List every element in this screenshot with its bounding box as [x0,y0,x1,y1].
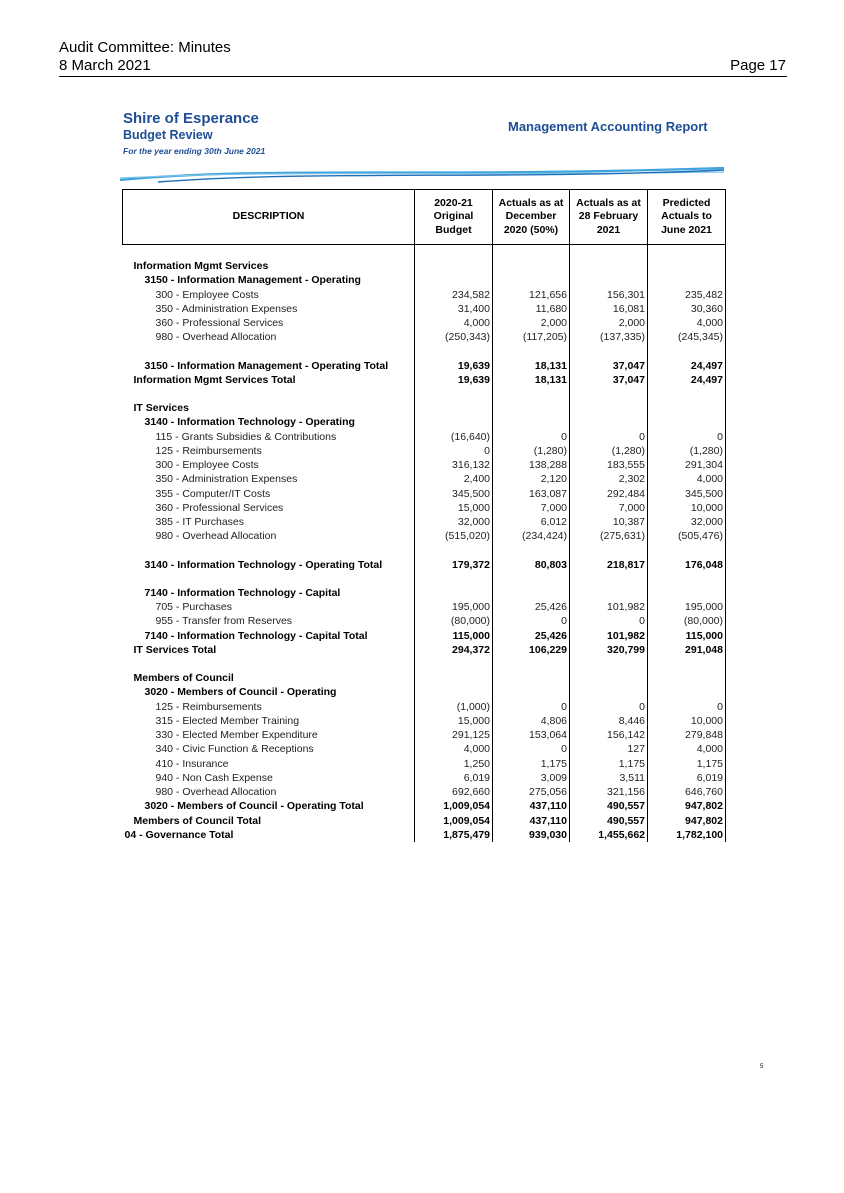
amount-cell: 25,426 [493,600,570,614]
table-row [123,600,726,614]
amount-cell: (80,000) [415,614,493,628]
amount-cell: 18,131 [493,373,570,387]
table-row [123,771,726,785]
amount-cell: 6,012 [493,515,570,529]
spacer-cell [648,544,726,558]
row-description: 705 - Purchases [123,600,415,614]
table-row [123,515,726,529]
section-heading-row [123,273,726,287]
column-header-2 [493,190,570,245]
row-description: 350 - Administration Expenses [123,302,415,316]
table-row [123,742,726,756]
amount-cell: 321,156 [570,785,648,799]
amount-cell: 0 [493,700,570,714]
amount-cell: (80,000) [648,614,726,628]
amount-cell: (137,335) [570,330,648,344]
total-row [123,799,726,813]
table-row [123,458,726,472]
amount-cell: (117,205) [493,330,570,344]
spacer-row [123,544,726,558]
amount-cell: 4,000 [648,742,726,756]
column-header-text: Actuals to [661,210,712,223]
column-header-text: June 2021 [661,223,712,236]
amount-cell: 3,511 [570,771,648,785]
amount-cell: (515,020) [415,529,493,543]
amount-cell: 345,500 [648,487,726,501]
amount-cell: 0 [648,430,726,444]
spacer-cell [415,387,493,401]
amount-cell: 0 [493,430,570,444]
amount-cell: 10,000 [648,501,726,515]
spacer-cell [415,345,493,359]
amount-cell: (1,280) [648,444,726,458]
spacer-row [123,245,726,260]
amount-cell: 0 [415,444,493,458]
amount-cell: 37,047 [570,359,648,373]
amount-cell: 0 [570,614,648,628]
row-description: 315 - Elected Member Training [123,714,415,728]
amount-cell: 0 [570,430,648,444]
amount-cell: 8,446 [570,714,648,728]
page-number: 5 [760,1064,764,1070]
section-heading-row [123,401,726,415]
amount-cell: 37,047 [570,373,648,387]
amount-cell: (250,343) [415,330,493,344]
amount-cell: 179,372 [415,558,493,572]
amount-cell [570,586,648,600]
table-row [123,288,726,302]
column-header-text: December [505,210,557,223]
column-header-1 [415,190,493,245]
column-header-text: Actuals as at [498,196,564,209]
column-header-text: 2021 [596,223,621,236]
row-description: 04 - Governance Total [123,828,415,842]
amount-cell: 291,048 [648,643,726,657]
row-description: 410 - Insurance [123,757,415,771]
amount-cell [648,586,726,600]
amount-cell: 156,301 [570,288,648,302]
row-description: 355 - Computer/IT Costs [123,487,415,501]
column-header-3 [570,190,648,245]
amount-cell: 4,000 [648,472,726,486]
amount-cell: 279,848 [648,728,726,742]
amount-cell: 18,131 [493,359,570,373]
row-description: 300 - Employee Costs [123,288,415,302]
total-row [123,814,726,828]
spacer-cell [123,387,415,401]
spacer-cell [415,657,493,671]
amount-cell [415,401,493,415]
section-heading-row [123,586,726,600]
amount-cell [648,671,726,685]
table-row [123,444,726,458]
column-header-4 [648,190,726,245]
total-row [123,359,726,373]
table-row [123,728,726,742]
table-row [123,302,726,316]
amount-cell: 10,387 [570,515,648,529]
meeting-date: 8 March 2021 [59,57,151,74]
table-row [123,785,726,799]
amount-cell: 646,760 [648,785,726,799]
table-row [123,614,726,628]
amount-cell: 32,000 [648,515,726,529]
header-divider [59,76,787,77]
amount-cell: 437,110 [493,814,570,828]
amount-cell: 947,802 [648,799,726,813]
spacer-cell [648,572,726,586]
amount-cell [493,273,570,287]
amount-cell: (505,476) [648,529,726,543]
row-description: 3150 - Information Management - Operating [123,273,415,287]
amount-cell: 1,175 [493,757,570,771]
amount-cell: 490,557 [570,814,648,828]
amount-cell: 1,175 [648,757,726,771]
spacer-cell [493,572,570,586]
table-row [123,330,726,344]
row-description: Information Mgmt Services [123,259,415,273]
amount-cell: 0 [493,742,570,756]
row-description: Members of Council [123,671,415,685]
table-row [123,430,726,444]
amount-cell: 24,497 [648,359,726,373]
amount-cell: 101,982 [570,629,648,643]
amount-cell: 6,019 [648,771,726,785]
row-description: 360 - Professional Services [123,501,415,515]
amount-cell [493,415,570,429]
amount-cell: 127 [570,742,648,756]
amount-cell [570,401,648,415]
amount-cell [493,671,570,685]
amount-cell: 19,639 [415,373,493,387]
amount-cell: 156,142 [570,728,648,742]
amount-cell: 1,250 [415,757,493,771]
row-description: 980 - Overhead Allocation [123,785,415,799]
row-description: 980 - Overhead Allocation [123,330,415,344]
report-subtitle: Budget Review [123,128,213,142]
spacer-cell [415,572,493,586]
amount-cell [648,685,726,699]
row-description: 3020 - Members of Council - Operating [123,685,415,699]
amount-cell: 30,360 [648,302,726,316]
total-row [123,828,726,842]
column-header-text: Actuals as at [576,196,641,209]
row-description: Members of Council Total [123,814,415,828]
row-description: 980 - Overhead Allocation [123,529,415,543]
amount-cell [415,415,493,429]
spacer-cell [493,245,570,260]
row-description: 940 - Non Cash Expense [123,771,415,785]
amount-cell [415,685,493,699]
row-description: 3140 - Information Technology - Operating [123,415,415,429]
spacer-row [123,387,726,401]
amount-cell: 19,639 [415,359,493,373]
column-header-description [123,190,415,245]
amount-cell: 235,482 [648,288,726,302]
amount-cell [493,586,570,600]
amount-cell: 218,817 [570,558,648,572]
amount-cell [570,415,648,429]
table-row [123,501,726,515]
amount-cell: (275,631) [570,529,648,543]
amount-cell: 121,656 [493,288,570,302]
section-heading-row [123,671,726,685]
spacer-cell [570,345,648,359]
spacer-cell [648,387,726,401]
amount-cell: 291,125 [415,728,493,742]
column-header-text: Budget [435,223,472,236]
amount-cell: 106,229 [493,643,570,657]
amount-cell: 24,497 [648,373,726,387]
amount-cell [570,671,648,685]
amount-cell: 939,030 [493,828,570,842]
spacer-cell [415,544,493,558]
spacer-row [123,572,726,586]
amount-cell: 4,000 [648,316,726,330]
row-description: 3150 - Information Management - Operating Total [123,359,415,373]
spacer-cell [493,345,570,359]
amount-cell: 947,802 [648,814,726,828]
column-header-text: DESCRIPTION [232,210,305,223]
amount-cell: 10,000 [648,714,726,728]
amount-cell: 4,806 [493,714,570,728]
amount-cell: (234,424) [493,529,570,543]
spacer-cell [570,387,648,401]
amount-cell [648,415,726,429]
spacer-cell [648,245,726,260]
amount-cell: 692,660 [415,785,493,799]
table-row [123,487,726,501]
total-row [123,629,726,643]
section-heading-row [123,259,726,273]
amount-cell: 1,009,054 [415,799,493,813]
total-row [123,558,726,572]
column-header-text: 2020-21 [434,196,473,209]
amount-cell: 275,056 [493,785,570,799]
spacer-cell [123,657,415,671]
row-description: Information Mgmt Services Total [123,373,415,387]
column-header-text: Predicted [662,196,711,209]
spacer-cell [123,345,415,359]
amount-cell: 163,087 [493,487,570,501]
table-body [123,245,726,843]
table-row [123,316,726,330]
amount-cell: 32,000 [415,515,493,529]
row-description: IT Services Total [123,643,415,657]
amount-cell: 153,064 [493,728,570,742]
section-heading-row [123,685,726,699]
table-row [123,472,726,486]
amount-cell: 294,372 [415,643,493,657]
page-label: Page 17 [730,57,786,74]
table-row [123,757,726,771]
amount-cell: 11,680 [493,302,570,316]
amount-cell: 195,000 [415,600,493,614]
brand-swoosh-graphic [118,158,728,184]
amount-cell: 0 [493,614,570,628]
section-heading-row [123,415,726,429]
amount-cell: 437,110 [493,799,570,813]
amount-cell: 2,000 [570,316,648,330]
amount-cell: 6,019 [415,771,493,785]
column-header-text: Original [433,210,474,223]
amount-cell: 2,000 [493,316,570,330]
row-description: 7140 - Information Technology - Capital [123,586,415,600]
spacer-cell [570,572,648,586]
table-row [123,529,726,543]
row-description: 360 - Professional Services [123,316,415,330]
amount-cell [415,586,493,600]
amount-cell: (16,640) [415,430,493,444]
amount-cell [415,259,493,273]
row-description: 955 - Transfer from Reserves [123,614,415,628]
amount-cell [648,273,726,287]
table-row [123,700,726,714]
amount-cell [415,273,493,287]
document-header [59,39,231,75]
spacer-cell [123,544,415,558]
amount-cell: 320,799 [570,643,648,657]
report-type-title: Management Accounting Report [508,119,708,134]
amount-cell: 138,288 [493,458,570,472]
row-description: 3140 - Information Technology - Operating Total [123,558,415,572]
amount-cell: 115,000 [648,629,726,643]
row-description: 330 - Elected Member Expenditure [123,728,415,742]
amount-cell [648,401,726,415]
table-header-row [123,190,726,245]
spacer-cell [123,245,415,260]
amount-cell: 234,582 [415,288,493,302]
amount-cell [648,259,726,273]
total-row [123,643,726,657]
amount-cell: 31,400 [415,302,493,316]
amount-cell: (1,280) [493,444,570,458]
org-name: Shire of Esperance [123,110,259,127]
amount-cell: 176,048 [648,558,726,572]
table-row [123,714,726,728]
report-period: For the year ending 30th June 2021 [123,146,266,156]
spacer-cell [123,572,415,586]
column-header-text: 28 February [578,210,639,223]
amount-cell: 3,009 [493,771,570,785]
amount-cell [493,685,570,699]
amount-cell: 183,555 [570,458,648,472]
minutes-title: Audit Committee: Minutes [59,39,231,56]
amount-cell: 1,455,662 [570,828,648,842]
row-description: 7140 - Information Technology - Capital Total [123,629,415,643]
row-description: 125 - Reimbursements [123,700,415,714]
amount-cell: 292,484 [570,487,648,501]
spacer-cell [493,657,570,671]
spacer-cell [493,544,570,558]
amount-cell: 0 [570,700,648,714]
amount-cell [493,259,570,273]
amount-cell: 2,400 [415,472,493,486]
amount-cell [493,401,570,415]
amount-cell: 115,000 [415,629,493,643]
row-description: 350 - Administration Expenses [123,472,415,486]
amount-cell: 4,000 [415,316,493,330]
amount-cell: 101,982 [570,600,648,614]
amount-cell: 15,000 [415,714,493,728]
amount-cell: 345,500 [415,487,493,501]
row-description: 385 - IT Purchases [123,515,415,529]
total-row [123,373,726,387]
row-description: 125 - Reimbursements [123,444,415,458]
spacer-cell [648,657,726,671]
spacer-cell [570,245,648,260]
row-description: 3020 - Members of Council - Operating Total [123,799,415,813]
amount-cell [570,259,648,273]
amount-cell: 16,081 [570,302,648,316]
amount-cell: 80,803 [493,558,570,572]
column-header-text: 2020 (50%) [503,223,559,236]
amount-cell: 316,132 [415,458,493,472]
row-description: 115 - Grants Subsidies & Contributions [123,430,415,444]
spacer-row [123,345,726,359]
spacer-row [123,657,726,671]
amount-cell: 7,000 [493,501,570,515]
amount-cell: 2,120 [493,472,570,486]
amount-cell: 291,304 [648,458,726,472]
spacer-cell [415,245,493,260]
amount-cell: 4,000 [415,742,493,756]
amount-cell: 7,000 [570,501,648,515]
amount-cell [570,273,648,287]
amount-cell: (1,000) [415,700,493,714]
amount-cell: 195,000 [648,600,726,614]
amount-cell: (245,345) [648,330,726,344]
amount-cell: 1,009,054 [415,814,493,828]
amount-cell: 490,557 [570,799,648,813]
budget-review-table [122,189,726,842]
amount-cell: 1,175 [570,757,648,771]
row-description: 340 - Civic Function & Receptions [123,742,415,756]
amount-cell: 1,782,100 [648,828,726,842]
amount-cell: 0 [648,700,726,714]
spacer-cell [493,387,570,401]
amount-cell [415,671,493,685]
row-description: 300 - Employee Costs [123,458,415,472]
amount-cell: 15,000 [415,501,493,515]
amount-cell: 1,875,479 [415,828,493,842]
spacer-cell [570,657,648,671]
amount-cell: 25,426 [493,629,570,643]
amount-cell [570,685,648,699]
amount-cell: 2,302 [570,472,648,486]
amount-cell: (1,280) [570,444,648,458]
spacer-cell [570,544,648,558]
row-description: IT Services [123,401,415,415]
spacer-cell [648,345,726,359]
